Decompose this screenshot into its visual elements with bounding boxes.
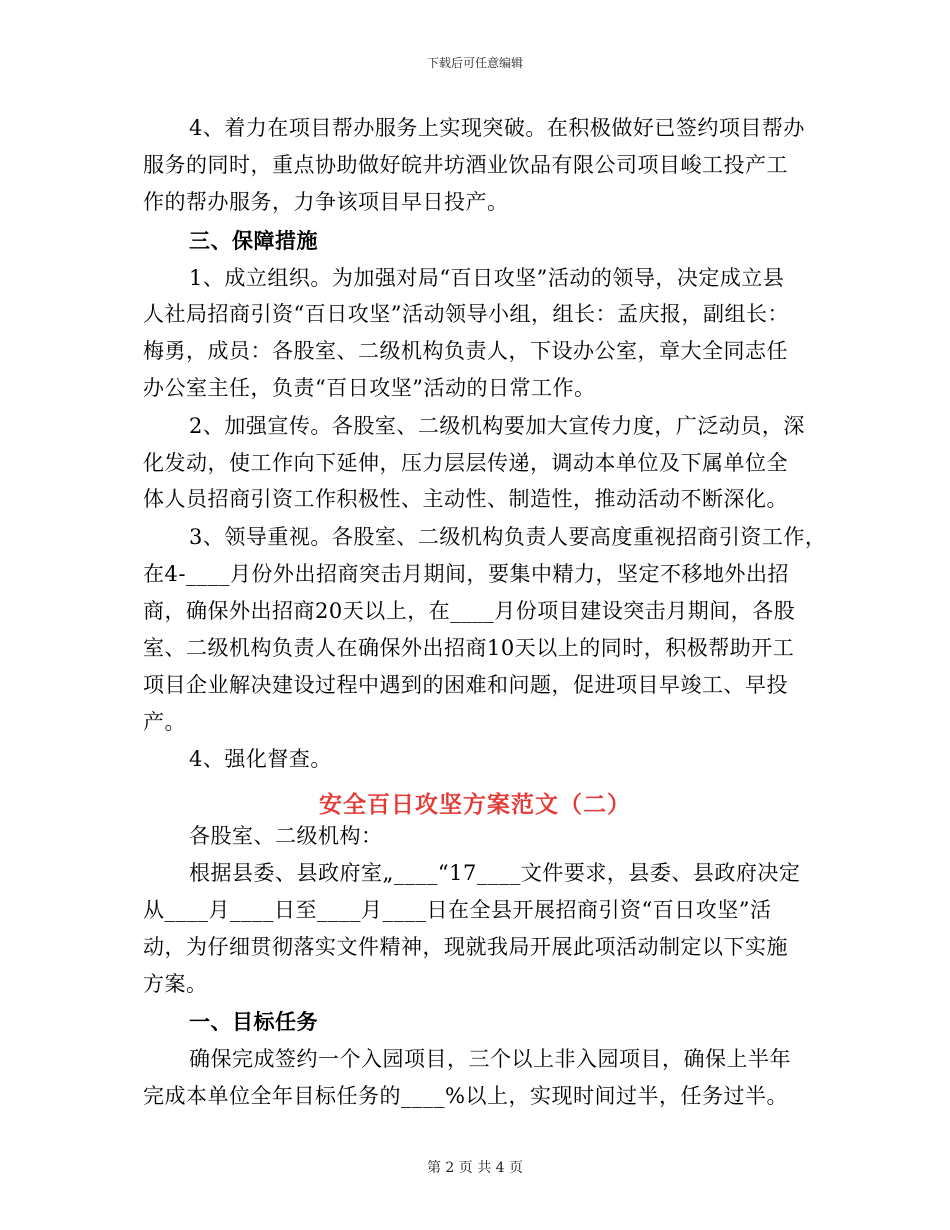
- paragraph-line: 在4-____月份外出招商突击月期间，要集中精力，坚定不移地外出招: [143, 562, 789, 586]
- paragraph-line: 体人员招商引资工作积极性、主动性、制造性，推动活动不断深化。: [143, 487, 788, 511]
- paragraph-line: 商，确保外出招商20天以上，在____月份项目建设突击月期间，各股: [143, 599, 796, 623]
- paragraph-line: 4、着力在项目帮办服务上实现突破。在积极做好已签约项目帮办: [189, 116, 805, 140]
- paragraph-line: 4、强化督查。: [189, 747, 332, 771]
- section-title: 安全百日攻坚方案范文（二）: [319, 791, 631, 818]
- page-header-note: 下载后可任意编辑: [426, 56, 523, 70]
- paragraph-line: 办公室主任，负责“百日攻坚”活动的日常工作。: [143, 376, 596, 400]
- paragraph-line: 方案。: [143, 972, 208, 996]
- section-heading: 一、目标任务: [189, 1009, 318, 1034]
- paragraph-line: 1、成立组织。为加强对局“百日攻坚”活动的领导，决定成立县: [189, 266, 785, 290]
- paragraph-line: 动，为仔细贯彻落实文件精神，现就我局开展此项活动制定以下实施: [143, 935, 788, 959]
- paragraph-line: 各股室、二级机构：: [189, 824, 383, 848]
- paragraph-line: 作的帮办服务，力争该项目早日投产。: [143, 190, 509, 214]
- paragraph-line: 完成本单位全年目标任务的____%以上，实现时间过半，任务过半。: [143, 1084, 788, 1108]
- paragraph-line: 从____月____日至____月____日在全县开展招商引资“百日攻坚”活: [143, 898, 772, 922]
- paragraph-line: 人社局招商引资“百日攻坚”活动领导小组，组长：孟庆报，副组长：: [143, 302, 789, 326]
- paragraph-line: 根据县委、县政府室„____“17____文件要求，县委、县政府决定: [189, 861, 801, 885]
- paragraph-line: 服务的同时，重点协助做好皖井坊酒业饮品有限公司项目峻工投产工: [143, 153, 788, 177]
- paragraph-line: 项目企业解决建设过程中遇到的困难和问题，促进项目早竣工、早投: [143, 673, 788, 697]
- paragraph-line: 2、加强宣传。各股室、二级机构要加大宣传力度，广泛动员，深: [189, 414, 805, 438]
- paragraph-line: 梅勇，成员：各股室、二级机构负责人，下设办公室，章大全同志任: [143, 339, 788, 363]
- paragraph-line: 室、二级机构负责人在确保外出招商10天以上的同时，积极帮助开工: [143, 636, 795, 660]
- section-heading: 三、保障措施: [189, 228, 318, 253]
- paragraph-line: 确保完成签约一个入园项目，三个以上非入园项目，确保上半年: [189, 1047, 791, 1071]
- page-number: 第 2 页 共 4 页: [426, 1160, 524, 1176]
- paragraph-line: 3、领导重视。各股室、二级机构负责人要高度重视招商引资工作，: [189, 525, 827, 549]
- paragraph-line: 化发动，使工作向下延伸，压力层层传递，调动本单位及下属单位全: [143, 451, 788, 475]
- paragraph-line: 产。: [143, 710, 186, 734]
